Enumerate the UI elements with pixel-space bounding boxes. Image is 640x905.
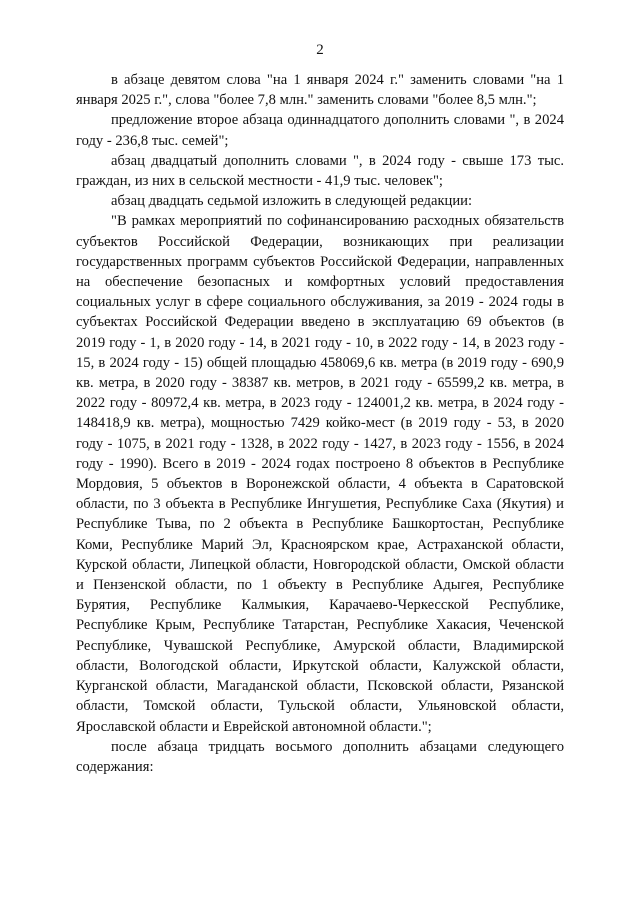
- page-number: 2: [316, 42, 324, 58]
- paragraph: после абзаца тридцать восьмого дополнить абзацами следующего содержания:: [76, 738, 564, 775]
- paragraph: предложение второе абзаца одиннадцатого дополнить словами ", в 2024 году - 236,8 тыс. семей";: [76, 112, 564, 149]
- paragraph: "В рамках мероприятий по софинансированию расходных обязательств субъектов Российской Федерации, возникающих при реализации государственных программ субъектов Российской Федерации, направленных на обеспечение безопасных и комфортных условий предоставления социальных услуг в сфере социального обслуживания, за 2019 - 2024 годы в субъектах Российской Федерации введено в эксплуатацию 69 объектов (в 2019 году - 1, в 2020 году - 14, в 2021 году - 10, в 2022 году - 14, в 2023 году - 15, в 2024 году - 15) общей площадью 458069,6 кв. метра (в 2019 году - 690,9 кв. метра, в 2020 году - 38387 кв. метров, в 2021 году - 65599,2 кв. метра, в 2022 году - 80972,4 кв. метра, в 2023 году - 124001,2 кв. метра, в 2024 году - 148418,9 кв. метра), мощностью 7429 койко-мест (в 2019 году - 53, в 2020 году - 1075, в 2021 году - 1328, в 2022 году - 1427, в 2023 году - 1556, в 2024 году - 1990). Всего в 2019 - 2024 годах построено 8 объектов в Республике Мордовия, 5 объектов в Воронежской области, 4 объекта в Саратовской области, по 3 объекта в Республике Ингушетия, Республике Саха (Якутия) и Республике Тыва, по 2 объекта в Республике Башкортостан, Республике Коми, Республике Марий Эл, Красноярском крае, Астраханской области, Курской области, Липецкой области, Новгородской области, Омской области и Пензенской области, по 1 объекту в Республике Адыгея, Республике Бурятия, Республике Калмыкия, Карачаево-Черкесской Республике, Республике Крым, Республике Татарстан, Республике Хакасия, Чеченской Республике, Чувашской Республике, Амурской области, Владимирской области, Вологодской области, Иркутской области, Калужской области, Курганской области, Магаданской области, Псковской области, Рязанской области, Томской области, Тульской области, Ульяновской области, Ярославской области и Еврейской автономной области.";: [76, 213, 564, 735]
- paragraph: абзац двадцать седьмой изложить в следующей редакции:: [111, 193, 473, 210]
- paragraph: абзац двадцатый дополнить словами ", в 2024 году - свыше 173 тыс. граждан, из них в сельской местности - 41,9 тыс. человек";: [76, 152, 564, 190]
- document-body: [76, 70, 564, 777]
- paragraph: в абзаце девятом слова "на 1 января 2024 г." заменить словами "на 1 января 2025 г.", слова "более 7,8 млн." заменить словами "более 8,5 млн.";: [76, 72, 564, 109]
